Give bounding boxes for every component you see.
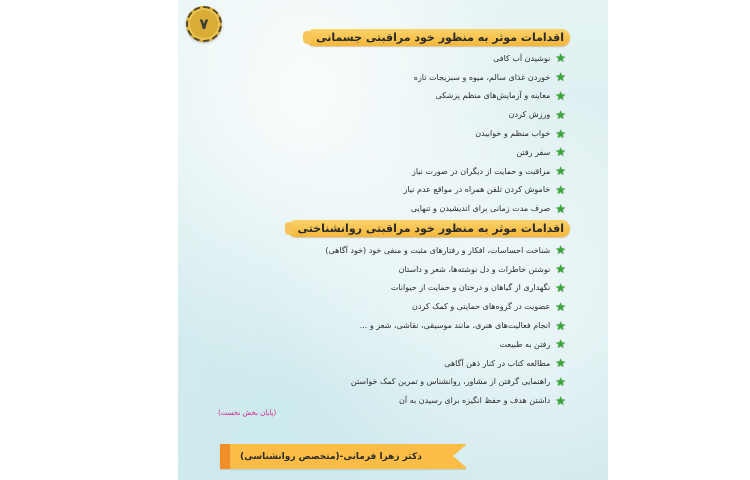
list-item — [325, 373, 566, 392]
list-item-text: خوردن غذای سالم، میوه و سبزیجات تازه — [413, 72, 551, 82]
list-item-text: سفر رفتن — [516, 147, 551, 157]
list-item-text: صرف مدت زمانی برای اندیشیدن و تنهایی — [410, 204, 551, 214]
star-icon: ★ — [555, 393, 566, 408]
star-icon: ★ — [555, 164, 566, 179]
list-item — [325, 335, 566, 354]
star-icon: ★ — [555, 374, 566, 389]
list-item — [404, 199, 567, 218]
list-item — [325, 260, 566, 279]
list-item-text: خواب منظم و خوابیدن — [475, 129, 551, 139]
list-item — [325, 316, 566, 335]
list-item-text: مطالعه کتاب در کنار ذهن آگاهی — [444, 358, 551, 368]
list-item-text: رفتن به طبیعت — [499, 339, 551, 349]
list-item — [325, 354, 566, 373]
list-item — [404, 124, 567, 143]
list-item — [404, 143, 567, 162]
document-page — [178, 0, 608, 480]
list-item-text: نگهداری از گیاهان و درختان و حمایت از حیوانات — [390, 283, 551, 293]
star-icon: ★ — [555, 107, 566, 122]
section-title-text: اقدامات موثر به منظور خود مراقبتی جسمانی — [316, 31, 564, 44]
page-number-badge — [186, 6, 222, 42]
list-item-text: مراقبت و حمایت از دیگران در صورت نیاز — [411, 166, 551, 176]
list-item-text: انجام فعالیت‌های هنری، مانند موسیقی، نقاشی، شعر و ... — [359, 321, 551, 331]
list-item-text: خاموش کردن تلفن همراه در مواقع عدم نیاز — [403, 185, 551, 195]
star-icon: ★ — [555, 243, 566, 258]
star-icon: ★ — [555, 299, 566, 314]
list-item — [325, 279, 566, 298]
star-icon: ★ — [555, 201, 566, 216]
list-item-text: نوشیدن آب کافی — [493, 53, 551, 63]
list-item — [325, 391, 566, 410]
star-icon: ★ — [555, 145, 566, 160]
star-icon: ★ — [555, 51, 566, 66]
list-item — [404, 105, 567, 124]
list-item-text: راهنمایی گرفتن از مشاور، روانشناس و تمرین کمک خواستن — [350, 377, 551, 387]
author-name: دکتر زهرا فرمانی-(متخصص روانشناسی) — [240, 451, 422, 462]
star-icon: ★ — [555, 182, 566, 197]
star-icon: ★ — [555, 280, 566, 295]
star-icon: ★ — [555, 88, 566, 103]
list-item — [404, 162, 567, 181]
star-icon: ★ — [555, 356, 566, 371]
psychological-selfcare-list — [325, 241, 566, 410]
end-of-section-note: (پایان بخش نخست) — [218, 409, 277, 417]
list-item-text: شناخت احساسات، افکار و رفتارهای مثبت و منفی خود (خود آگاهی) — [325, 245, 551, 255]
list-item — [325, 297, 566, 316]
star-icon: ★ — [555, 70, 566, 85]
list-item-text: داشتن هدف و حفظ انگیزه برای رسیدن به آن — [399, 396, 551, 406]
page-number: ۷ — [199, 15, 209, 33]
physical-selfcare-list — [404, 49, 567, 218]
author-banner — [220, 444, 466, 469]
list-item-text: معاینه و آزمایش‌های منظم پزشکی — [435, 91, 551, 101]
star-icon: ★ — [555, 126, 566, 141]
section-title-psychological — [288, 220, 570, 237]
star-icon: ★ — [555, 337, 566, 352]
list-item — [325, 241, 566, 260]
star-icon: ★ — [555, 318, 566, 333]
list-item — [404, 181, 567, 200]
banner-accent-stripe — [220, 444, 230, 469]
section-title-text: اقدامات موثر به منظور خود مراقبتی روانشناختی — [297, 222, 564, 235]
list-item-text: ورزش کردن — [508, 110, 551, 120]
section-title-physical — [306, 29, 570, 46]
list-item-text: عضویت در گروه‌های حمایتی و کمک کردن — [411, 302, 551, 312]
list-item — [404, 68, 567, 87]
list-item-text: نوشتن خاطرات و دل نوشته‌ها، شعر و داستان — [398, 264, 551, 274]
star-icon: ★ — [555, 262, 566, 277]
list-item — [404, 87, 567, 106]
list-item — [404, 49, 567, 68]
